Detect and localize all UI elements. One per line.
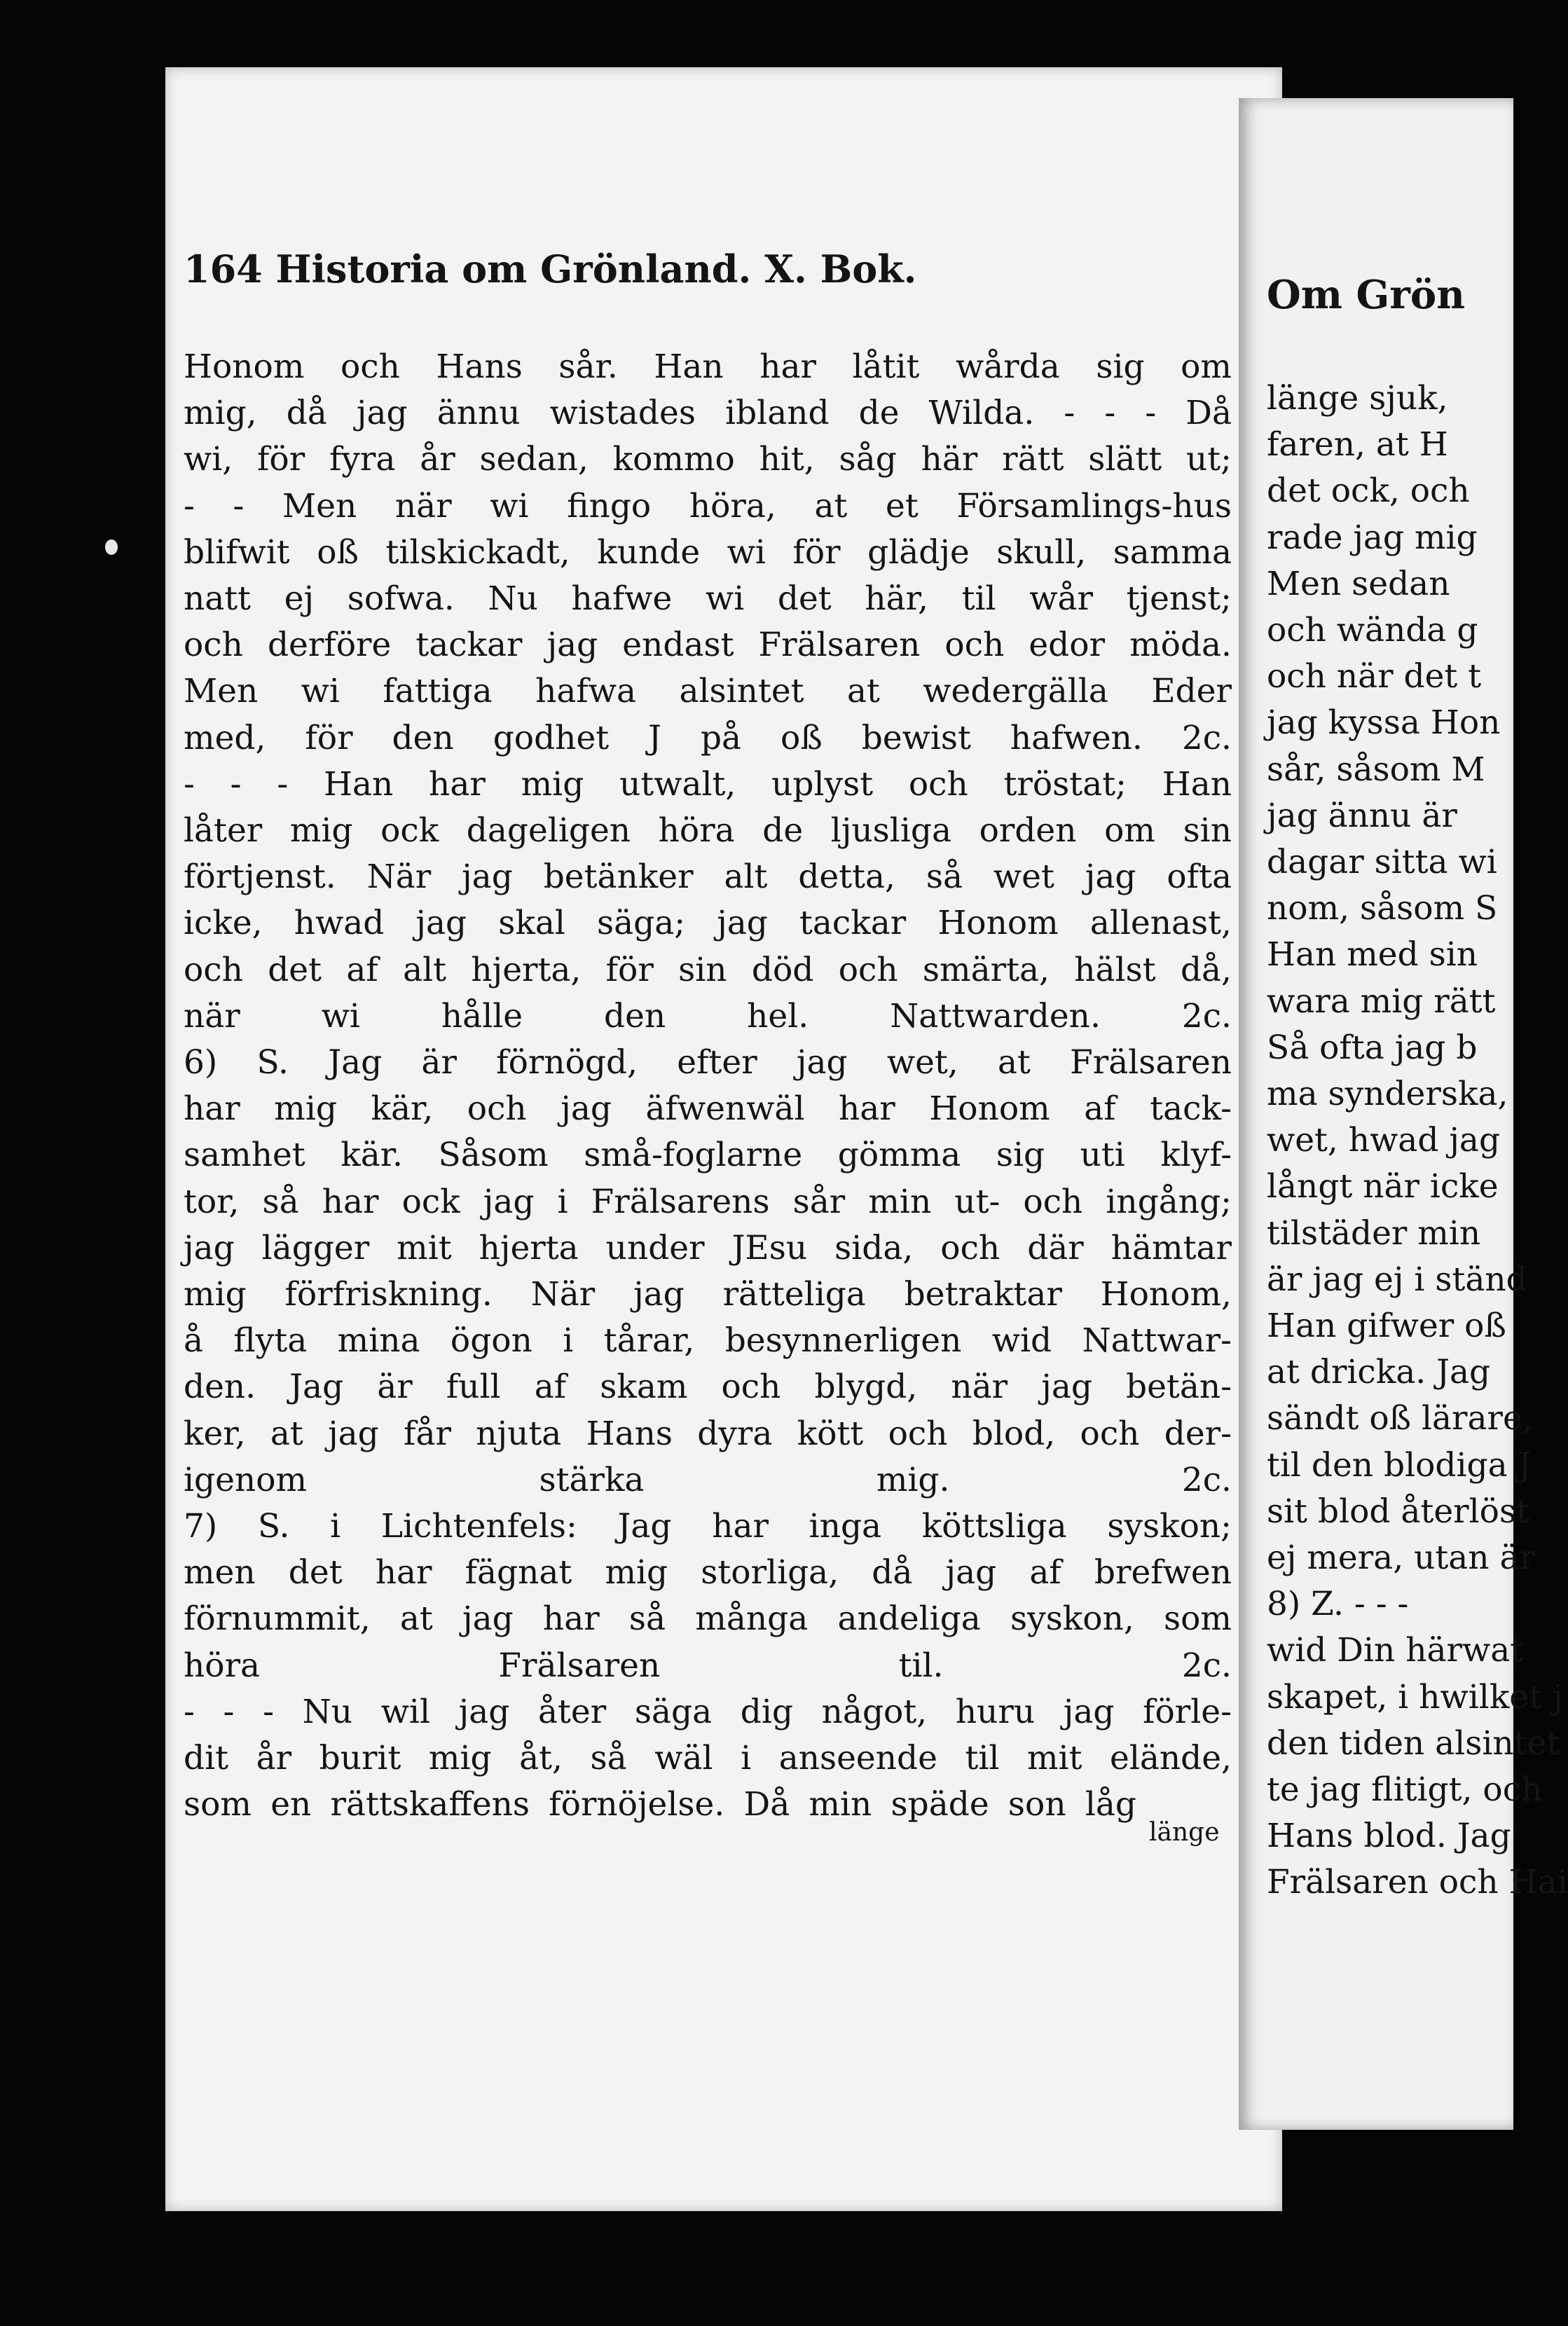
text-line: icke, hwad jag skal säga; jag tackar Honom allenast, [184, 904, 1232, 943]
text-line: 7) S. i Lichtenfels: Jag har inga köttsliga syskon; [184, 1507, 1232, 1546]
text-line: har mig kär, och jag äfwenwäl har Honom af tack- [184, 1089, 1232, 1129]
text-line: wid Din härwat [1267, 1631, 1524, 1670]
text-line: länge sjuk, [1267, 379, 1448, 418]
text-line: skapet, i hwilket j [1267, 1677, 1563, 1716]
text-line: tilstäder min [1267, 1213, 1481, 1253]
text-line: nom, såsom S [1267, 889, 1498, 928]
text-line: den. Jag är full af skam och blygd, när jag betän- [184, 1368, 1232, 1407]
text-line: Så ofta jag b [1267, 1028, 1478, 1067]
text-line: när wi hålle den hel. Nattwarden. 2c. [184, 996, 1232, 1035]
text-line: Men wi fattiga hafwa alsintet at wedergälla Eder [184, 672, 1232, 711]
text-line: samhet kär. Såsom små-foglarne gömma sig uti klyf- [184, 1136, 1232, 1175]
text-line: och derföre tackar jag endast Frälsaren och edor möda. [184, 626, 1232, 665]
text-line: at dricka. Jag [1267, 1353, 1491, 1392]
text-line: men det har fägnat mig storliga, då jag af brefwen [184, 1553, 1232, 1592]
text-line: ej mera, utan är [1267, 1539, 1535, 1577]
text-line: och när det t [1267, 657, 1482, 696]
text-line: faren, at H [1267, 425, 1448, 464]
text-line: igenom stärka mig. 2c. [184, 1460, 1232, 1499]
text-line: det ock, och [1267, 472, 1470, 511]
text-line: - - - Han har mig utwalt, uplyst och tröstat; Han [184, 764, 1232, 804]
text-line: wara mig rätt [1267, 982, 1496, 1021]
text-line: höra Frälsaren til. 2c. [184, 1646, 1232, 1685]
text-line: den tiden alsintet [1267, 1723, 1560, 1763]
text-line: Han gifwer oß [1267, 1307, 1506, 1345]
text-line: wet, hwad jag [1267, 1121, 1501, 1160]
text-line: 6) S. Jag är förnögd, efter jag wet, at Frälsaren [184, 1043, 1232, 1082]
text-line: blifwit oß tilskickadt, kunde wi för glädje skull, samma [184, 532, 1232, 572]
text-line: sändt oß lärare, [1267, 1399, 1533, 1438]
text-line: å flyta mina ögon i tårar, besynnerligen wid Nattwar- [184, 1321, 1232, 1361]
text-line: ma synderska, [1267, 1075, 1508, 1113]
text-line: te jag flitigt, och [1267, 1770, 1543, 1809]
text-line: til den blodiga J [1267, 1445, 1532, 1485]
text-line: långt när icke [1267, 1167, 1499, 1206]
text-line: mig, då jag ännu wistades ibland de Wilda. - - - Då [184, 394, 1232, 433]
paper-blot [105, 539, 118, 555]
text-line: jag kyssa Hon [1267, 703, 1501, 743]
text-line: mig förfriskning. När jag rätteliga betraktar Honom, [184, 1275, 1232, 1314]
text-line: wi, för fyra år sedan, kommo hit, såg här rätt slätt ut; [184, 440, 1232, 479]
text-line: Frälsaren och Hai [1267, 1863, 1568, 1902]
right-page-header: Om Grön [1267, 272, 1465, 318]
text-line: Honom och Hans sår. Han har låtit wårda sig om [184, 347, 1232, 386]
text-line: som en rättskaffens förnöjelse. Då min späde son låg [184, 1785, 1136, 1824]
text-line: Han med sin [1267, 935, 1478, 975]
text-line: sår, såsom M [1267, 750, 1485, 789]
text-line: och det af alt hjerta, för sin död och smärta, hälst då, [184, 950, 1232, 989]
text-line: dit år burit mig åt, så wäl i anseende til mit elände, [184, 1739, 1232, 1777]
text-line: Men sedan [1267, 564, 1450, 603]
text-line: förnummit, at jag har så många andeliga syskon, som [184, 1599, 1232, 1639]
text-line: förtjenst. När jag betänker alt detta, så wet jag ofta [184, 858, 1232, 897]
text-line: och wända g [1267, 611, 1478, 649]
text-line: natt ej sofwa. Nu hafwe wi det här, til wår tjenst; [184, 579, 1232, 618]
left-page-header: 164 Historia om Grönland. X. Bok. [184, 247, 917, 291]
text-line: låter mig ock dageligen höra de ljusliga orden om sin [184, 811, 1232, 850]
text-line: rade jag mig [1267, 518, 1478, 557]
text-line: 8) Z. - - - [1267, 1585, 1409, 1624]
text-line: är jag ej i ständ [1267, 1260, 1527, 1299]
text-line: jag ännu är [1267, 796, 1457, 835]
text-line: med, för den godhet J på oß bewist hafwen. 2c. [184, 718, 1232, 757]
text-line: - - Men när wi fingo höra, at et Församlings-hus [184, 486, 1232, 525]
text-line: tor, så har ock jag i Frälsarens sår min ut- och ingång; [184, 1182, 1232, 1221]
text-line: - - - Nu wil jag åter säga dig något, huru jag förle- [184, 1692, 1232, 1731]
text-line: dagar sitta wi [1267, 843, 1497, 881]
catchword: länge [1149, 1818, 1220, 1847]
text-line: jag lägger mit hjerta under JEsu sida, och där hämtar [184, 1228, 1232, 1267]
text-line: sit blod återlöst [1267, 1492, 1529, 1531]
text-line: Hans blod. Jag [1267, 1817, 1511, 1856]
text-line: ker, at jag får njuta Hans dyra kött och blod, och der- [184, 1414, 1232, 1453]
